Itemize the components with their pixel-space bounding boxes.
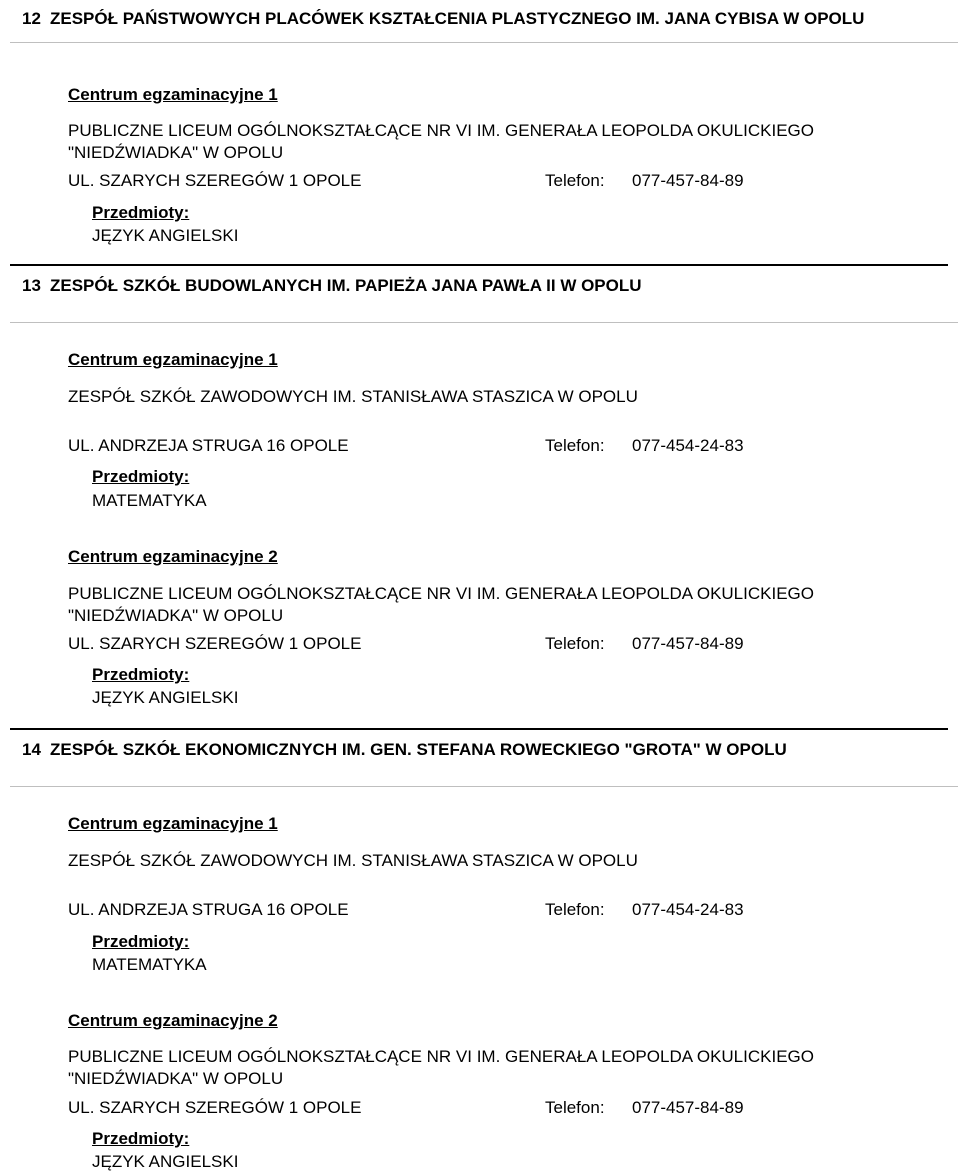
centre-name: ZESPÓŁ SZKÓŁ ZAWODOWYCH IM. STANISŁAWA STASZICA W OPOLU (68, 851, 638, 870)
centre-name: ZESPÓŁ SZKÓŁ ZAWODOWYCH IM. STANISŁAWA STASZICA W OPOLU (68, 387, 638, 406)
centre-name-cont: "NIEDŹWIADKA" W OPOLU (68, 606, 284, 625)
centre-label: Centrum egzaminacyjne 2 (68, 547, 278, 566)
school-title: ZESPÓŁ SZKÓŁ BUDOWLANYCH IM. PAPIEŻA JANA PAWŁA II W OPOLU (50, 276, 642, 295)
centre-label: Centrum egzaminacyjne 2 (68, 1011, 278, 1030)
subjects-label: Przedmioty: (92, 467, 190, 486)
centre-name-cont: "NIEDŹWIADKA" W OPOLU (68, 1069, 284, 1088)
school-title: ZESPÓŁ PAŃSTWOWYCH PLACÓWEK KSZTAŁCENIA PLASTYCZNEGO IM. JANA CYBISA W OPOLU (50, 9, 865, 28)
centre-address: UL. SZARYCH SZEREGÓW 1 OPOLE (68, 171, 362, 190)
centre-name: PUBLICZNE LICEUM OGÓLNOKSZTAŁCĄCE NR VI IM. GENERAŁA LEOPOLDA OKULICKIEGO (68, 121, 814, 140)
centre-label: Centrum egzaminacyjne 1 (68, 350, 278, 369)
divider (10, 42, 958, 43)
centre-address: UL. SZARYCH SZEREGÓW 1 OPOLE (68, 1098, 362, 1117)
subjects-label: Przedmioty: (92, 203, 190, 222)
divider (10, 322, 958, 323)
subject: MATEMATYKA (92, 955, 207, 974)
centre-name: PUBLICZNE LICEUM OGÓLNOKSZTAŁCĄCE NR VI IM. GENERAŁA LEOPOLDA OKULICKIEGO (68, 1047, 814, 1066)
phone-number: 077-457-84-89 (632, 634, 744, 653)
section-number: 13 (22, 276, 41, 295)
phone-number: 077-457-84-89 (632, 1098, 744, 1117)
centre-name-cont: "NIEDŹWIADKA" W OPOLU (68, 143, 284, 162)
centre-address: UL. ANDRZEJA STRUGA 16 OPOLE (68, 900, 349, 919)
phone-label: Telefon: (545, 171, 605, 190)
school-title: ZESPÓŁ SZKÓŁ EKONOMICZNYCH IM. GEN. STEFANA ROWECKIEGO "GROTA" W OPOLU (50, 740, 787, 759)
phone-number: 077-454-24-83 (632, 436, 744, 455)
phone-number: 077-457-84-89 (632, 171, 744, 190)
section-number: 14 (22, 740, 41, 759)
phone-number: 077-454-24-83 (632, 900, 744, 919)
phone-label: Telefon: (545, 1098, 605, 1117)
phone-label: Telefon: (545, 634, 605, 653)
subjects-label: Przedmioty: (92, 1129, 190, 1148)
subjects-label: Przedmioty: (92, 932, 190, 951)
subject: JĘZYK ANGIELSKI (92, 688, 239, 707)
centre-label: Centrum egzaminacyjne 1 (68, 85, 278, 104)
phone-label: Telefon: (545, 900, 605, 919)
centre-label: Centrum egzaminacyjne 1 (68, 814, 278, 833)
centre-address: UL. SZARYCH SZEREGÓW 1 OPOLE (68, 634, 362, 653)
section-separator (10, 728, 948, 730)
divider (10, 786, 958, 787)
subject: JĘZYK ANGIELSKI (92, 226, 239, 245)
phone-label: Telefon: (545, 436, 605, 455)
subjects-label: Przedmioty: (92, 665, 190, 684)
centre-name: PUBLICZNE LICEUM OGÓLNOKSZTAŁCĄCE NR VI IM. GENERAŁA LEOPOLDA OKULICKIEGO (68, 584, 814, 603)
centre-address: UL. ANDRZEJA STRUGA 16 OPOLE (68, 436, 349, 455)
subject: MATEMATYKA (92, 491, 207, 510)
subject: JĘZYK ANGIELSKI (92, 1152, 239, 1171)
section-separator (10, 264, 948, 266)
section-number: 12 (22, 9, 41, 28)
